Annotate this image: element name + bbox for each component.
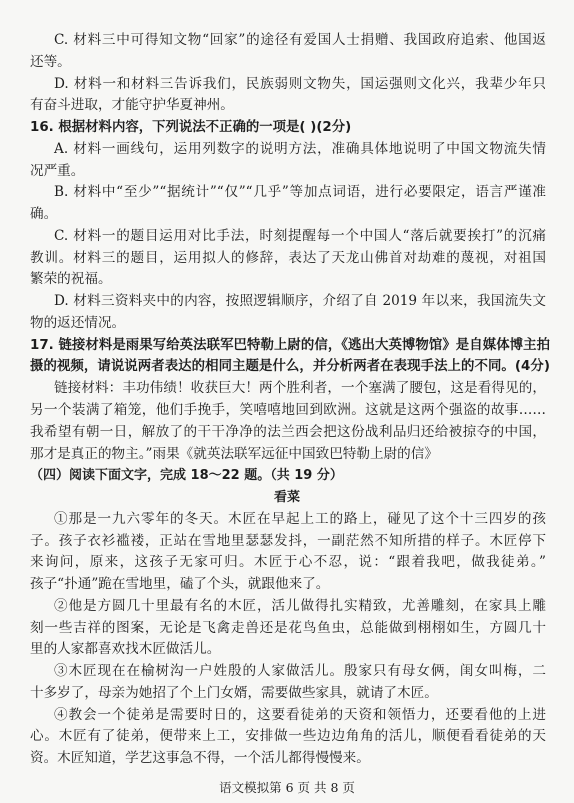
text-line: C. 材料三中可得知文物“回家”的途径有爱国人士捐赠、我国政府追索、他国返 <box>54 32 546 48</box>
text-line: 子。孩子衣衫褴褛，正站在雪地里瑟瑟发抖，一副茫然不知所措的样子。木匠停下 <box>30 532 546 549</box>
text-line: D. 材料三资料夹中的内容，按照逻辑顺序，介绍了自 2019 年以来，我国流失文 <box>54 293 546 310</box>
text-line: B. 材料中“至少”“据统计”“仅”“几乎”等加点词语，进行必要限定，语言严谨准 <box>54 184 546 201</box>
question-16: 16. 根据材料内容，下列说法不正确的一项是( )(2分) <box>30 120 352 136</box>
text-line: 链接材料：丰功伟绩！收获巨大！两个胜利者，一个塞满了腰包，这是看得见的， <box>54 380 546 397</box>
text-line: D. 材料一和材料三告诉我们，民族弱则文物失，国运强则文化兴，我辈少年只 <box>54 75 546 92</box>
question-17: 17. 链接材料是雨果写给英法联军巴特勒上尉的信，《逃出大英博物馆》是自媒体博主拍 <box>30 337 550 353</box>
question-17-cont: 摄的视频，请说说两者表达的相同主题是什么，并分析两者在表现手法上的不同。(4分) <box>30 359 550 375</box>
text-line: 繁荣的祝福。 <box>30 271 112 288</box>
text-line: 还等。 <box>30 53 71 70</box>
article-title: 看菜 <box>273 490 300 506</box>
text-line: 确。 <box>30 206 58 223</box>
text-line: 那才是真正的物主。”雨果《就英法联军远征中国致巴特勒上尉的信》 <box>30 445 438 462</box>
text-line: 心。木匠有了徒弟，便带来上工，安排做一些边边角角的活儿，顺便看看徒弟的天 <box>30 728 546 745</box>
page-footer: 语文模拟第 6 页 共 8 页 <box>219 780 355 795</box>
text-line: 我希望有朝一日，解放了的干干净净的法兰西会把这份战利品归还给被掠夺的中国， <box>30 423 546 440</box>
text-line: ①那是一九六零年的冬天。木匠在早起上工的路上，碰见了这个十三四岁的孩 <box>54 510 546 527</box>
text-line: 里的人家都喜欢找木匠做活儿。 <box>30 641 221 658</box>
section-heading: （四）阅读下面文字，完成 18～22 题。（共 19 分） <box>30 468 343 484</box>
text-line: 物的返还情况。 <box>30 314 126 331</box>
text-line: 资。木匠知道，学艺这事急不得，一个活儿都得慢慢来。 <box>30 750 370 767</box>
text-line: 孩子“扑通”跪在雪地里，磕了个头，就跟他来了。 <box>30 576 330 593</box>
text-line: ②他是方圆几十里最有名的木匠，活儿做得扎实精致，尤善雕刻，在家具上雕 <box>54 597 546 614</box>
text-line: 另一个装满了箱笼，他们手挽手，笑嘻嘻地回到欧洲。这就是这两个强盗的故事…… <box>30 402 546 418</box>
text-line: 来询问，原来，这孩子无家可归。木匠于心不忍，说：“跟着我吧，做我徒弟。” <box>30 554 546 571</box>
text-line: 十多岁了，母亲为她招了个上门女婿，需要做些家具，就请了木匠。 <box>30 684 438 701</box>
text-line: C. 材料一的题目运用对比手法，时刻提醒每一个中国人“落后就要挨打”的沉痛 <box>54 227 546 244</box>
text-line: 有奋斗进取，才能守护华夏神州。 <box>30 97 234 114</box>
text-line: ④教会一个徒弟是需要时日的，这要看徒弟的天资和领悟力，还要看他的上进 <box>54 706 546 723</box>
text-line: A. 材料一画线句，运用列数字的说明方法，准确具体地说明了中国文物流失情 <box>54 140 546 157</box>
text-line: ③木匠现在在榆树沟一户姓殷的人家做活儿。殷家只有母女俩，闺女叫梅，二 <box>54 663 546 680</box>
text-line: 教训。材料三的题目，运用拟人的修辞，表达了天龙山佛首对劫难的蔑视，对祖国 <box>30 249 546 266</box>
text-line: 刻一些吉祥的图案，无论是飞禽走兽还是花鸟鱼虫，总能做到栩栩如生，方圆几十 <box>30 619 546 636</box>
text-line: 况严重。 <box>30 162 85 179</box>
